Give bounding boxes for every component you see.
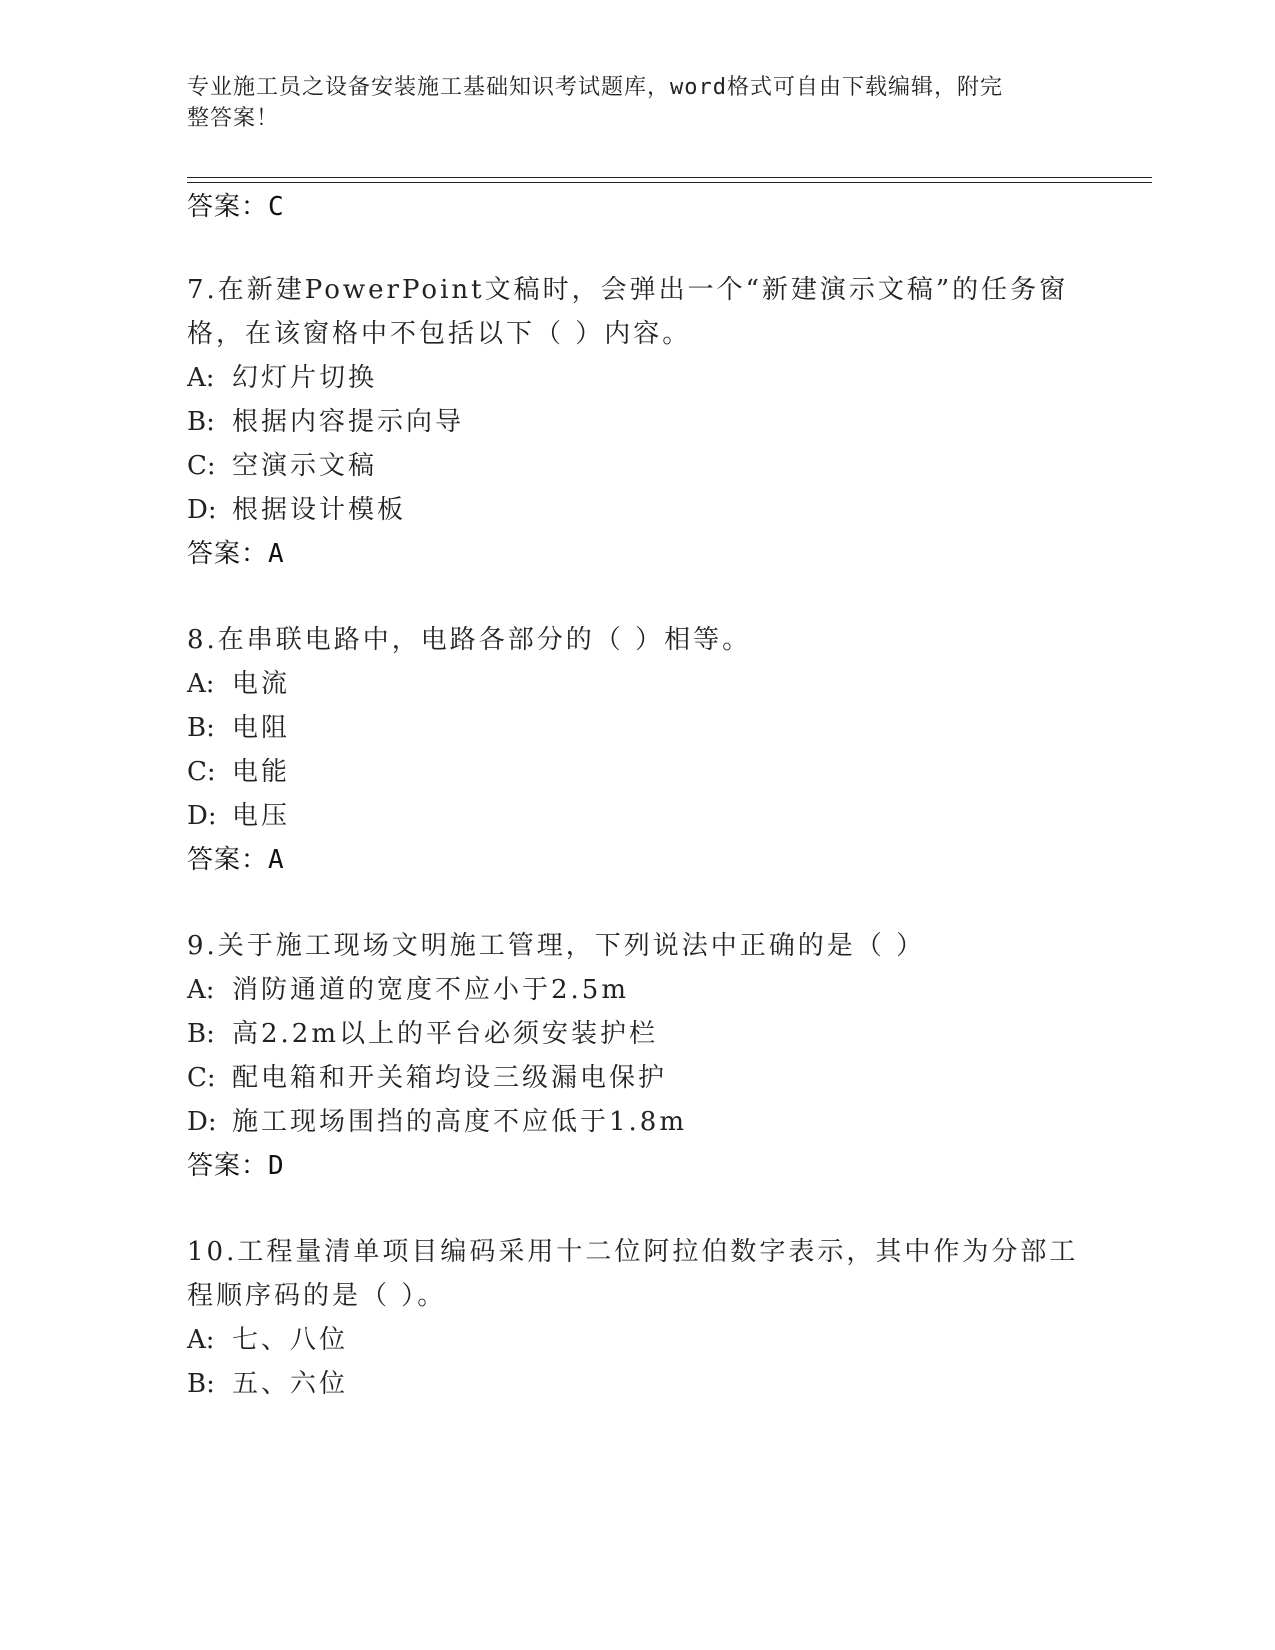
option-text: 根据设计模板 — [232, 495, 407, 525]
option-letter: B: — [187, 713, 215, 743]
answer-line — [187, 191, 285, 223]
option-letter: A: — [187, 669, 215, 699]
option-text: 电压 — [232, 801, 291, 831]
question-9-option-b — [187, 1018, 658, 1050]
answer-label: 答案： — [187, 539, 269, 569]
answer-value: C — [268, 192, 285, 222]
question-8-answer — [187, 844, 285, 876]
option-letter: B: — [187, 1019, 215, 1049]
question-7-option-b — [187, 406, 464, 438]
option-text: 七、八位 — [232, 1325, 349, 1355]
question-8-text-1: 8.在串联电路中，电路各部分的（ ）相等。 — [187, 625, 752, 655]
option-text: 施工现场围挡的高度不应低于1.8m — [232, 1107, 688, 1137]
option-letter: A: — [187, 1325, 215, 1355]
option-letter: B: — [187, 1369, 215, 1399]
option-letter: D: — [187, 1107, 217, 1137]
option-text: 电能 — [232, 757, 291, 787]
question-7-option-d — [187, 494, 406, 526]
option-text: 消防通道的宽度不应小于2.5m — [232, 975, 630, 1005]
question-8-option-a — [187, 668, 290, 700]
option-text: 根据内容提示向导 — [232, 407, 465, 437]
option-letter: C: — [187, 451, 216, 481]
answer-value: A — [268, 845, 285, 875]
header-line-2: 整答案！ — [187, 106, 280, 131]
question-9-option-c — [187, 1062, 667, 1094]
option-letter: D: — [187, 495, 217, 525]
option-text: 幻灯片切换 — [232, 363, 378, 393]
question-10-option-b — [187, 1368, 348, 1400]
question-7-text-2: 格，在该窗格中不包括以下（ ）内容。 — [187, 319, 692, 349]
header-divider-top — [187, 177, 1152, 178]
option-letter: A: — [187, 363, 215, 393]
question-9-answer — [187, 1150, 285, 1182]
option-text: 配电箱和开关箱均设三级漏电保护 — [232, 1063, 668, 1093]
option-text: 电阻 — [232, 713, 291, 743]
option-letter: C: — [187, 757, 216, 787]
option-letter: A: — [187, 975, 215, 1005]
question-10-text-2: 程顺序码的是（ ）。 — [187, 1281, 447, 1311]
header-line-1: 专业施工员之设备安装施工基础知识考试题库，word格式可自由下载编辑，附完 — [187, 75, 1003, 100]
question-8-option-b — [187, 712, 290, 744]
question-7-answer — [187, 538, 285, 570]
question-7-text-1: 7.在新建PowerPoint文稿时，会弹出一个“新建演示文稿”的任务窗 — [187, 275, 1069, 305]
option-letter: D: — [187, 801, 217, 831]
header-divider-bottom — [187, 182, 1152, 183]
answer-label: 答案： — [187, 845, 269, 875]
question-10-text-1: 10.工程量清单项目编码采用十二位阿拉伯数字表示，其中作为分部工 — [187, 1237, 1079, 1267]
option-letter: C: — [187, 1063, 216, 1093]
option-text: 五、六位 — [232, 1369, 349, 1399]
question-9-option-a — [187, 974, 629, 1006]
question-8-option-d — [187, 800, 290, 832]
option-text: 高2.2m以上的平台必须安装护栏 — [232, 1019, 659, 1049]
answer-label: 答案： — [187, 192, 269, 222]
question-9-option-d — [187, 1106, 687, 1138]
answer-value: A — [268, 539, 285, 569]
question-9-text-1: 9.关于施工现场文明施工管理，下列说法中正确的是（ ） — [187, 931, 926, 961]
question-7-option-c — [187, 450, 377, 482]
question-8-option-c — [187, 756, 290, 788]
answer-label: 答案： — [187, 1151, 269, 1181]
option-text: 空演示文稿 — [232, 451, 378, 481]
question-10-option-a — [187, 1324, 348, 1356]
option-text: 电流 — [232, 669, 291, 699]
option-letter: B: — [187, 407, 215, 437]
document-header — [187, 72, 1067, 134]
question-7-option-a — [187, 362, 377, 394]
answer-value: D — [268, 1151, 285, 1181]
